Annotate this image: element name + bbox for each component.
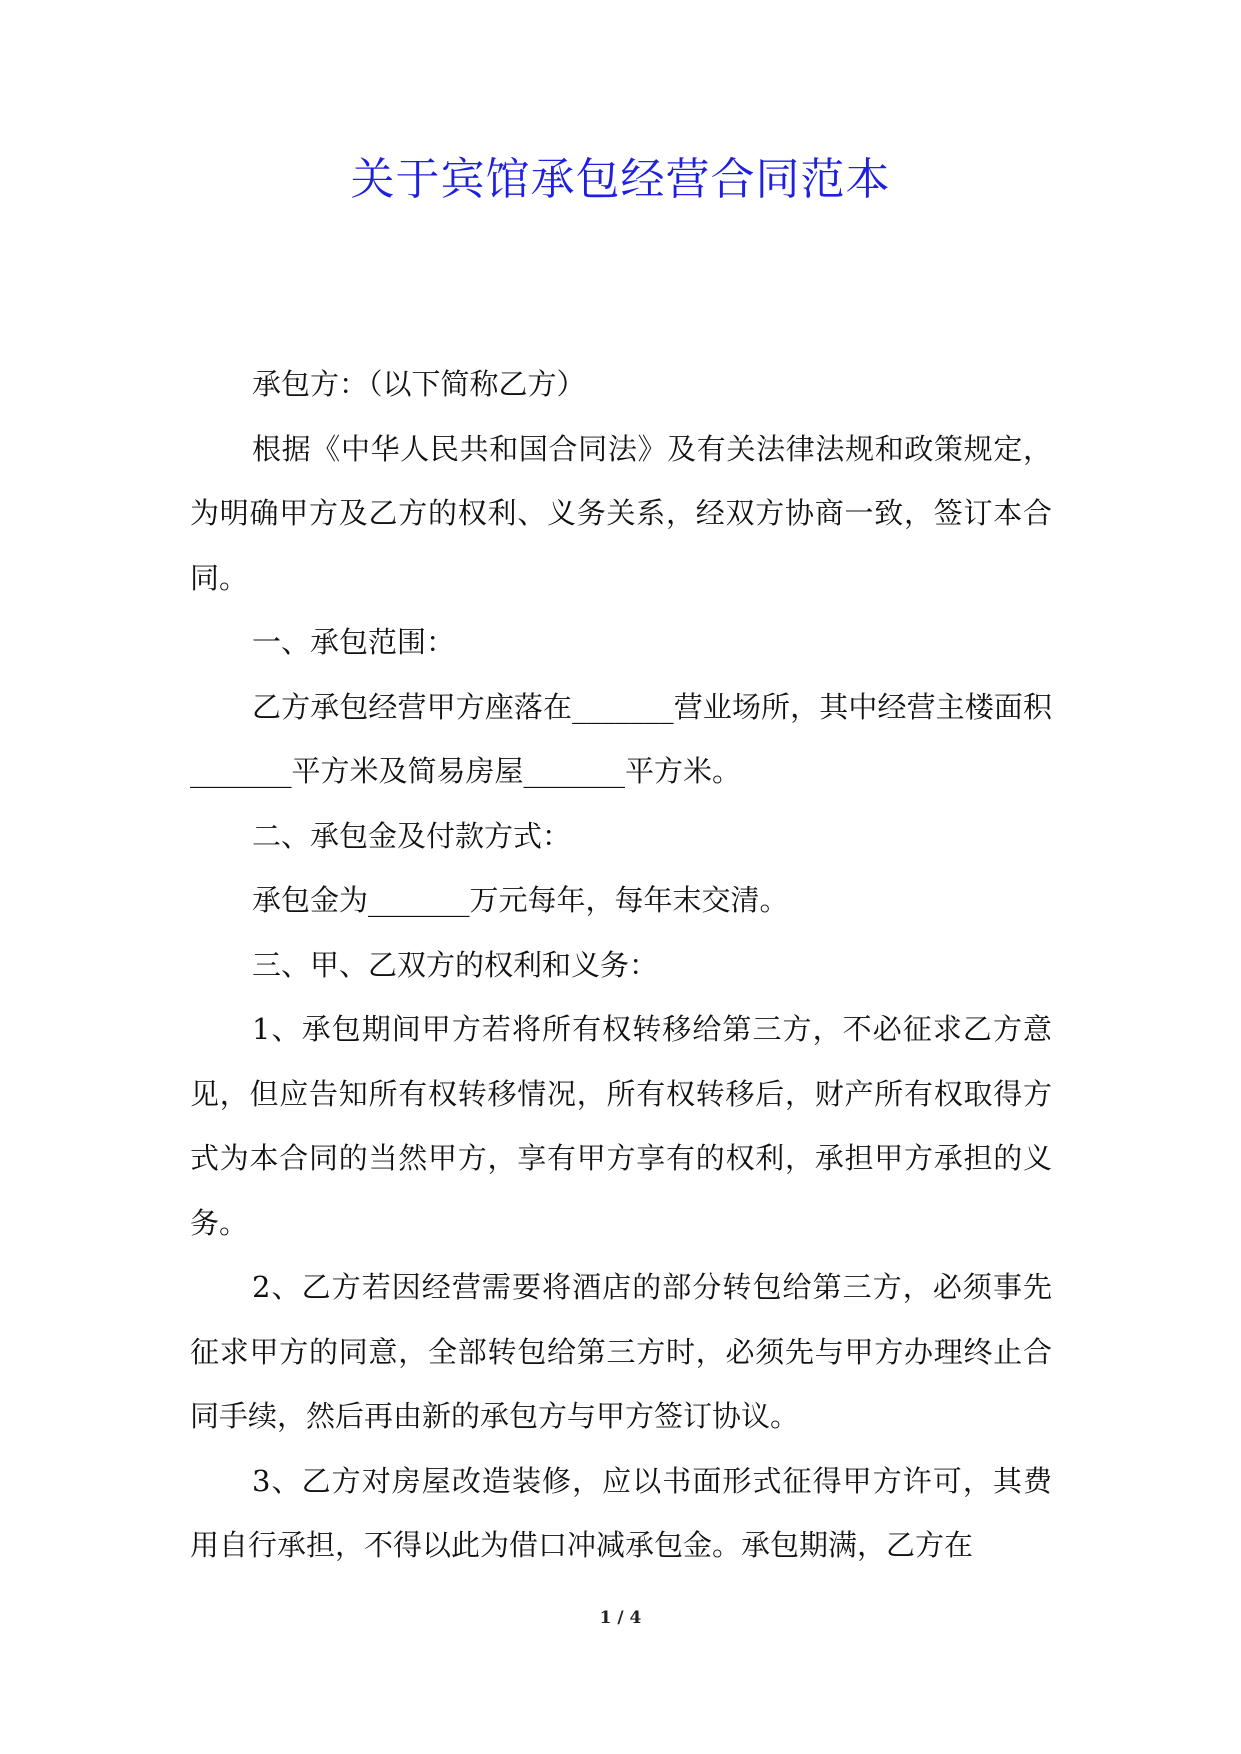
paragraph-scope: 乙方承包经营甲方座落在_______营业场所，其中经营主楼面积_______平方米及简易房屋_______平方米。 xyxy=(190,689,1052,788)
paragraph-clause-2: 2、乙方若因经营需要将酒店的部分转包给第三方，必须事先征求甲方的同意，全部转包给第三方时，必须先与甲方办理终止合同手续，然后再由新的承包方与甲方签订协议。 xyxy=(190,1270,1052,1433)
paragraph-contractor: 承包方：（以下简称乙方） xyxy=(252,367,586,401)
section-heading-rights: 三、甲、乙双方的权利和义务： xyxy=(252,947,659,982)
document-title: 关于宾馆承包经营合同范本 xyxy=(350,154,891,205)
document-body xyxy=(190,352,1052,1578)
page-number: 1 / 4 xyxy=(599,1608,642,1628)
section-heading-payment: 二、承包金及付款方式： xyxy=(252,818,572,853)
paragraph-preamble: 根据《中华人民共和国合同法》及有关法律法规和政策规定，为明确甲方及乙方的权利、义务关系，经双方协商一致，签订本合同。 xyxy=(190,431,1052,595)
paragraph-clause-1: 1、承包期间甲方若将所有权转移给第三方，不必征求乙方意见，但应告知所有权转移情况，所有权转移后，财产所有权取得方式为本合同的当然甲方，享有甲方享有的权利，承担甲方承担的义务。 xyxy=(190,1012,1052,1240)
paragraph-payment: 承包金为_______万元每年，每年末交清。 xyxy=(252,883,789,917)
section-heading-scope: 一、承包范围： xyxy=(252,625,456,659)
paragraph-clause-3: 3、乙方对房屋改造装修，应以书面形式征得甲方许可，其费用自行承担，不得以此为借口冲减承包金。承包期满，乙方在 xyxy=(190,1463,1052,1562)
